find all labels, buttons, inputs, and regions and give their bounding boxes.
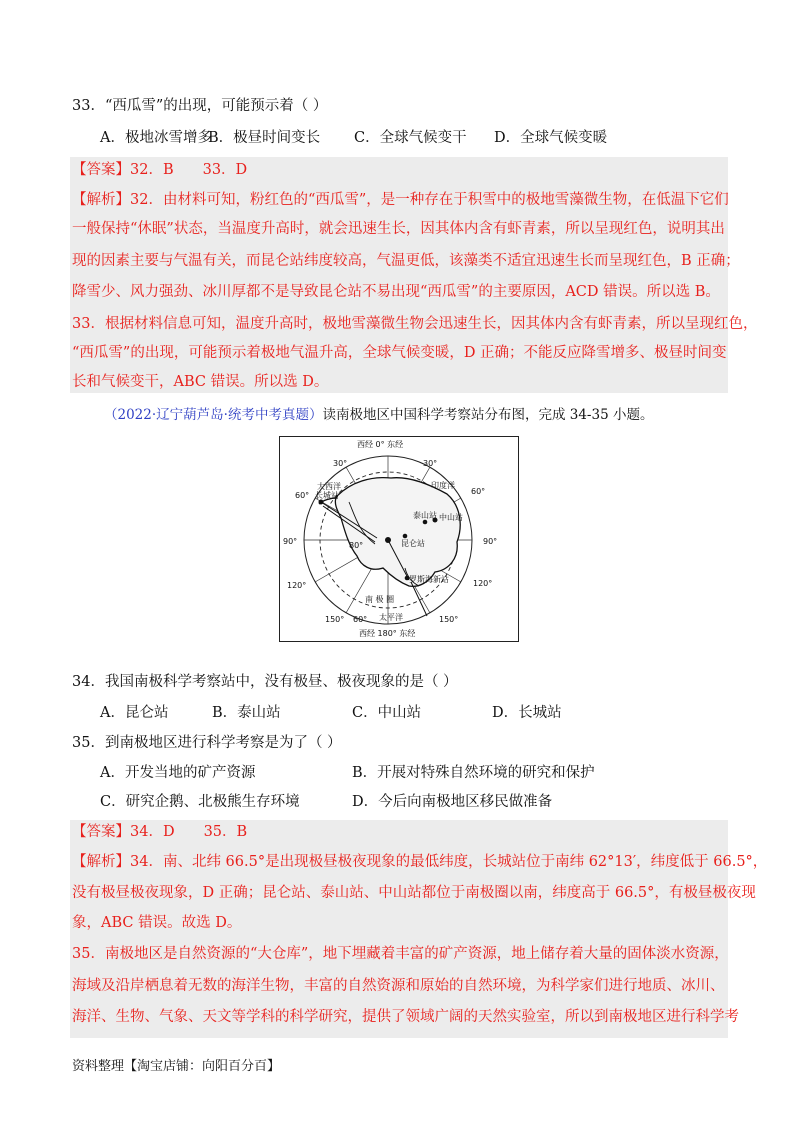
q34-option-a: A．昆仑站 bbox=[100, 705, 169, 721]
analysis-1-line-3: 现的因素主要与气温有关，而昆仑站纬度较高，气温更低，该藻类不适宜迅速生长而呈现红色，B 正确； bbox=[72, 253, 740, 269]
taishan-station-dot bbox=[423, 520, 428, 525]
lat-label: 150° bbox=[439, 615, 459, 624]
analysis-2-line-6: 海洋、生物、气象、天文等学科的科学研究，提供了领域广阔的天然实验室，所以到南极地区进行科学考 bbox=[72, 1009, 739, 1025]
analysis-1-line-7: 长和气候变干，ABC 错误。所以选 D。 bbox=[72, 374, 329, 390]
lat-label: 60° bbox=[471, 487, 486, 496]
q35-option-d: D．今后向南极地区移民做准备 bbox=[352, 794, 553, 810]
q34-option-d: D．长城站 bbox=[492, 705, 562, 721]
answer-tag: 【答案】 bbox=[72, 162, 130, 178]
map-top-label: 西经 0° 东经 bbox=[357, 440, 404, 449]
place-label-kunlun: 昆仑站 bbox=[401, 539, 425, 548]
lat-label: 90° bbox=[483, 537, 498, 546]
answer-2 bbox=[72, 822, 247, 842]
analysis-1-line-2: 一般保持“休眠”状态，当温度升高时，就会迅速生长，因其体内含有虾青素，所以呈现红色，说明其出 bbox=[72, 221, 725, 237]
place-label-pacific: 太平洋 bbox=[379, 613, 403, 622]
answer-text: 34．D 35．B bbox=[130, 824, 248, 840]
lat-label: 60° bbox=[353, 615, 368, 624]
lat-label: 120° bbox=[473, 579, 493, 588]
answer-1 bbox=[72, 160, 247, 180]
footer-source: 资料整理【淘宝店铺：向阳百分百】 bbox=[72, 1059, 281, 1074]
intro bbox=[104, 405, 653, 425]
q34-option-c: C．中山站 bbox=[352, 705, 422, 721]
place-label-zhongshan: 中山站 bbox=[439, 513, 463, 522]
lat-label: 90° bbox=[283, 537, 298, 546]
q35-option-c: C．研究企鹅、北极熊生存环境 bbox=[100, 794, 300, 810]
intro-text: 读南极地区中国科学考察站分布图，完成 34-35 小题。 bbox=[322, 407, 654, 423]
place-label-indian-ocean: 印度洋 bbox=[431, 481, 455, 490]
place-label-changcheng: 长城站 bbox=[315, 491, 339, 500]
q34-option-b: B．泰山站 bbox=[212, 705, 281, 721]
analysis-1-line-5: 33．根据材料信息可知，温度升高时，极地雪藻微生物会迅速生长，因其体内含有虾青素，所以呈现红色， bbox=[72, 316, 758, 332]
lat-label: 150° bbox=[325, 615, 345, 624]
answer-tag: 【答案】 bbox=[72, 824, 130, 840]
q35-stem: 35．到南极地区进行科学考察是为了（ ） bbox=[72, 735, 342, 751]
analysis-text: 32．由材料可知，粉红色的“西瓜雪”，是一种存在于积雪中的极地雪藻微生物，在低温下它们 bbox=[130, 192, 729, 208]
antarctica-map bbox=[279, 436, 519, 642]
analysis-2-line-5: 海域及沿岸栖息着无数的海洋生物，丰富的自然资源和原始的自然环境，为科学家们进行地质、冰川、 bbox=[72, 978, 725, 994]
lat-label: 60° bbox=[295, 491, 310, 500]
analysis-2-line-4: 35．南极地区是自然资源的“大仓库”，地下埋藏着丰富的矿产资源，地上储存着大量的固体淡水资源， bbox=[72, 946, 729, 962]
q34-stem: 34．我国南极科学考察站中，没有极昼、极夜现象的是（ ） bbox=[72, 674, 458, 690]
kunlun-station-dot bbox=[403, 534, 408, 539]
analysis-tag: 【解析】 bbox=[72, 192, 130, 208]
analysis-1-line-4: 降雪少、风力强劲、冰川厚都不是导致昆仑站不易出现“西瓜雪”的主要原因，ACD 错误。所以选 B。 bbox=[72, 284, 720, 300]
analysis-2-line-1 bbox=[72, 852, 767, 872]
answer-text: 32．B 33．D bbox=[130, 162, 248, 178]
lat-label: 30° bbox=[423, 459, 438, 468]
map-bottom-label: 西经 180° 东经 bbox=[359, 629, 416, 638]
analysis-1-line-1 bbox=[72, 190, 729, 210]
source-tag: （2022·辽宁葫芦岛·统考中考真题） bbox=[104, 407, 323, 423]
q33-option-b: B．极昼时间变长 bbox=[208, 130, 321, 146]
place-label-atlantic: 大西洋 bbox=[317, 482, 341, 491]
lat-label: 30° bbox=[333, 459, 348, 468]
analysis-text: 34．南、北纬 66.5°是出现极昼极夜现象的最低纬度，长城站位于南纬 62°13′，纬度低于 66.5°， bbox=[130, 854, 768, 870]
lat-label: 120° bbox=[287, 581, 307, 590]
place-label-antarctic-circle: 南 极 圈 bbox=[365, 595, 395, 604]
q33-option-c: C．全球气候变干 bbox=[354, 130, 467, 146]
analysis-2-line-2: 没有极昼极夜现象，D 正确；昆仑站、泰山站、中山站都位于南极圈以南，纬度高于 66.5°，有极昼极夜现 bbox=[72, 885, 756, 901]
analysis-1-line-6: “西瓜雪”的出现，可能预示着极地气温升高，全球气候变暖，D 正确；不能反应降雪增多、极昼时间变 bbox=[72, 345, 727, 361]
q33-option-d: D．全球气候变暖 bbox=[494, 130, 608, 146]
changcheng-station-dot bbox=[319, 500, 324, 505]
q35-option-a: A．开发当地的矿产资源 bbox=[100, 765, 256, 781]
q35-option-b: B．开展对特殊自然环境的研究和保护 bbox=[352, 765, 595, 781]
lat-label: 80° bbox=[349, 541, 364, 550]
place-label-taishan: 泰山站 bbox=[413, 511, 437, 520]
analysis-2-line-3: 象，ABC 错误。故选 D。 bbox=[72, 915, 242, 931]
q33-stem: 33．“西瓜雪”的出现，可能预示着（ ） bbox=[72, 98, 328, 114]
analysis-tag: 【解析】 bbox=[72, 854, 130, 870]
place-label-luosihai: 罗斯海新站 bbox=[409, 575, 449, 584]
q33-option-a: A．极地冰雪增多 bbox=[100, 130, 212, 146]
